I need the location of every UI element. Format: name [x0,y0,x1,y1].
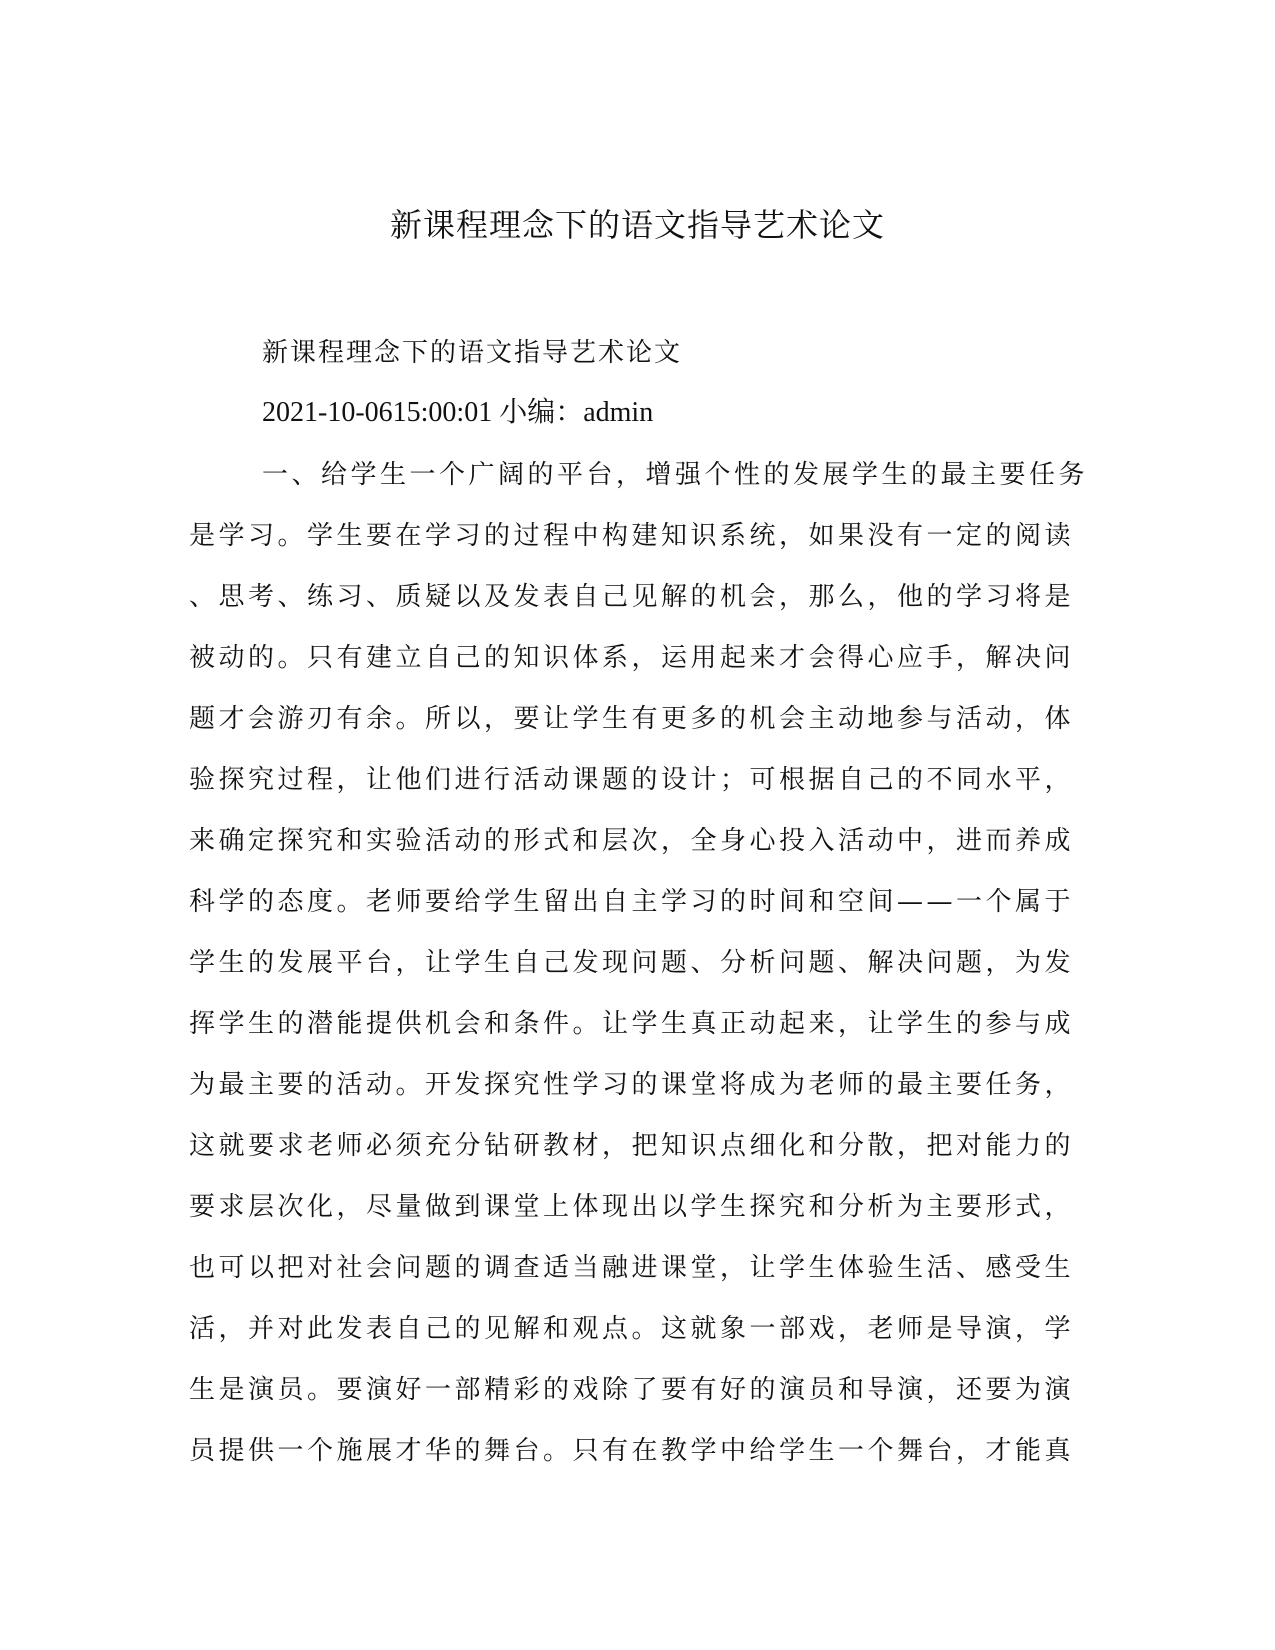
body-line: 被动的。只有建立自己的知识体系，运用起来才会得心应手，解决问 [189,643,1075,673]
body-line: 为最主要的活动。开发探究性学习的课堂将成为老师的最主要任务， [189,1070,1075,1100]
body-text [189,455,1089,1492]
body-line: 是学习。学生要在学习的过程中构建知识系统，如果没有一定的阅读 [189,521,1075,551]
body-line: 员提供一个施展才华的舞台。只有在教学中给学生一个舞台，才能真 [189,1436,1075,1466]
article-meta: 2021-10-0615:00:01 小编：admin [262,397,654,428]
body-line: 也可以把对社会问题的调查适当融进课堂，让学生体验生活、感受生 [189,1253,1075,1283]
body-line: 、思考、练习、质疑以及发表自己见解的机会，那么，他的学习将是 [189,582,1075,612]
body-line: 验探究过程，让他们进行活动课题的设计；可根据自己的不同水平， [189,765,1075,795]
body-line: 生是演员。要演好一部精彩的戏除了要有好的演员和导演，还要为演 [189,1375,1075,1405]
body-line: 这就要求老师必须充分钻研教材，把知识点细化和分散，把对能力的 [189,1131,1075,1161]
body-line: 学生的发展平台，让学生自己发现问题、分析问题、解决问题，为发 [189,948,1075,978]
document-title: 新课程理念下的语文指导艺术论文 [389,206,885,244]
body-line: 活，并对此发表自己的见解和观点。这就象一部戏，老师是导演，学 [189,1314,1075,1344]
body-line: 要求层次化，尽量做到课堂上体现出以学生探究和分析为主要形式， [189,1192,1075,1222]
article-heading: 新课程理念下的语文指导艺术论文 [262,338,683,368]
body-line: 题才会游刃有余。所以，要让学生有更多的机会主动地参与活动，体 [189,704,1075,734]
body-line: 一、给学生一个广阔的平台，增强个性的发展学生的最主要任务 [262,460,1089,490]
body-line: 挥学生的潜能提供机会和条件。让学生真正动起来，让学生的参与成 [189,1009,1075,1039]
body-line: 科学的态度。老师要给学生留出自主学习的时间和空间——一个属于 [189,887,1075,917]
body-line: 来确定探究和实验活动的形式和层次，全身心投入活动中，进而养成 [189,826,1075,856]
